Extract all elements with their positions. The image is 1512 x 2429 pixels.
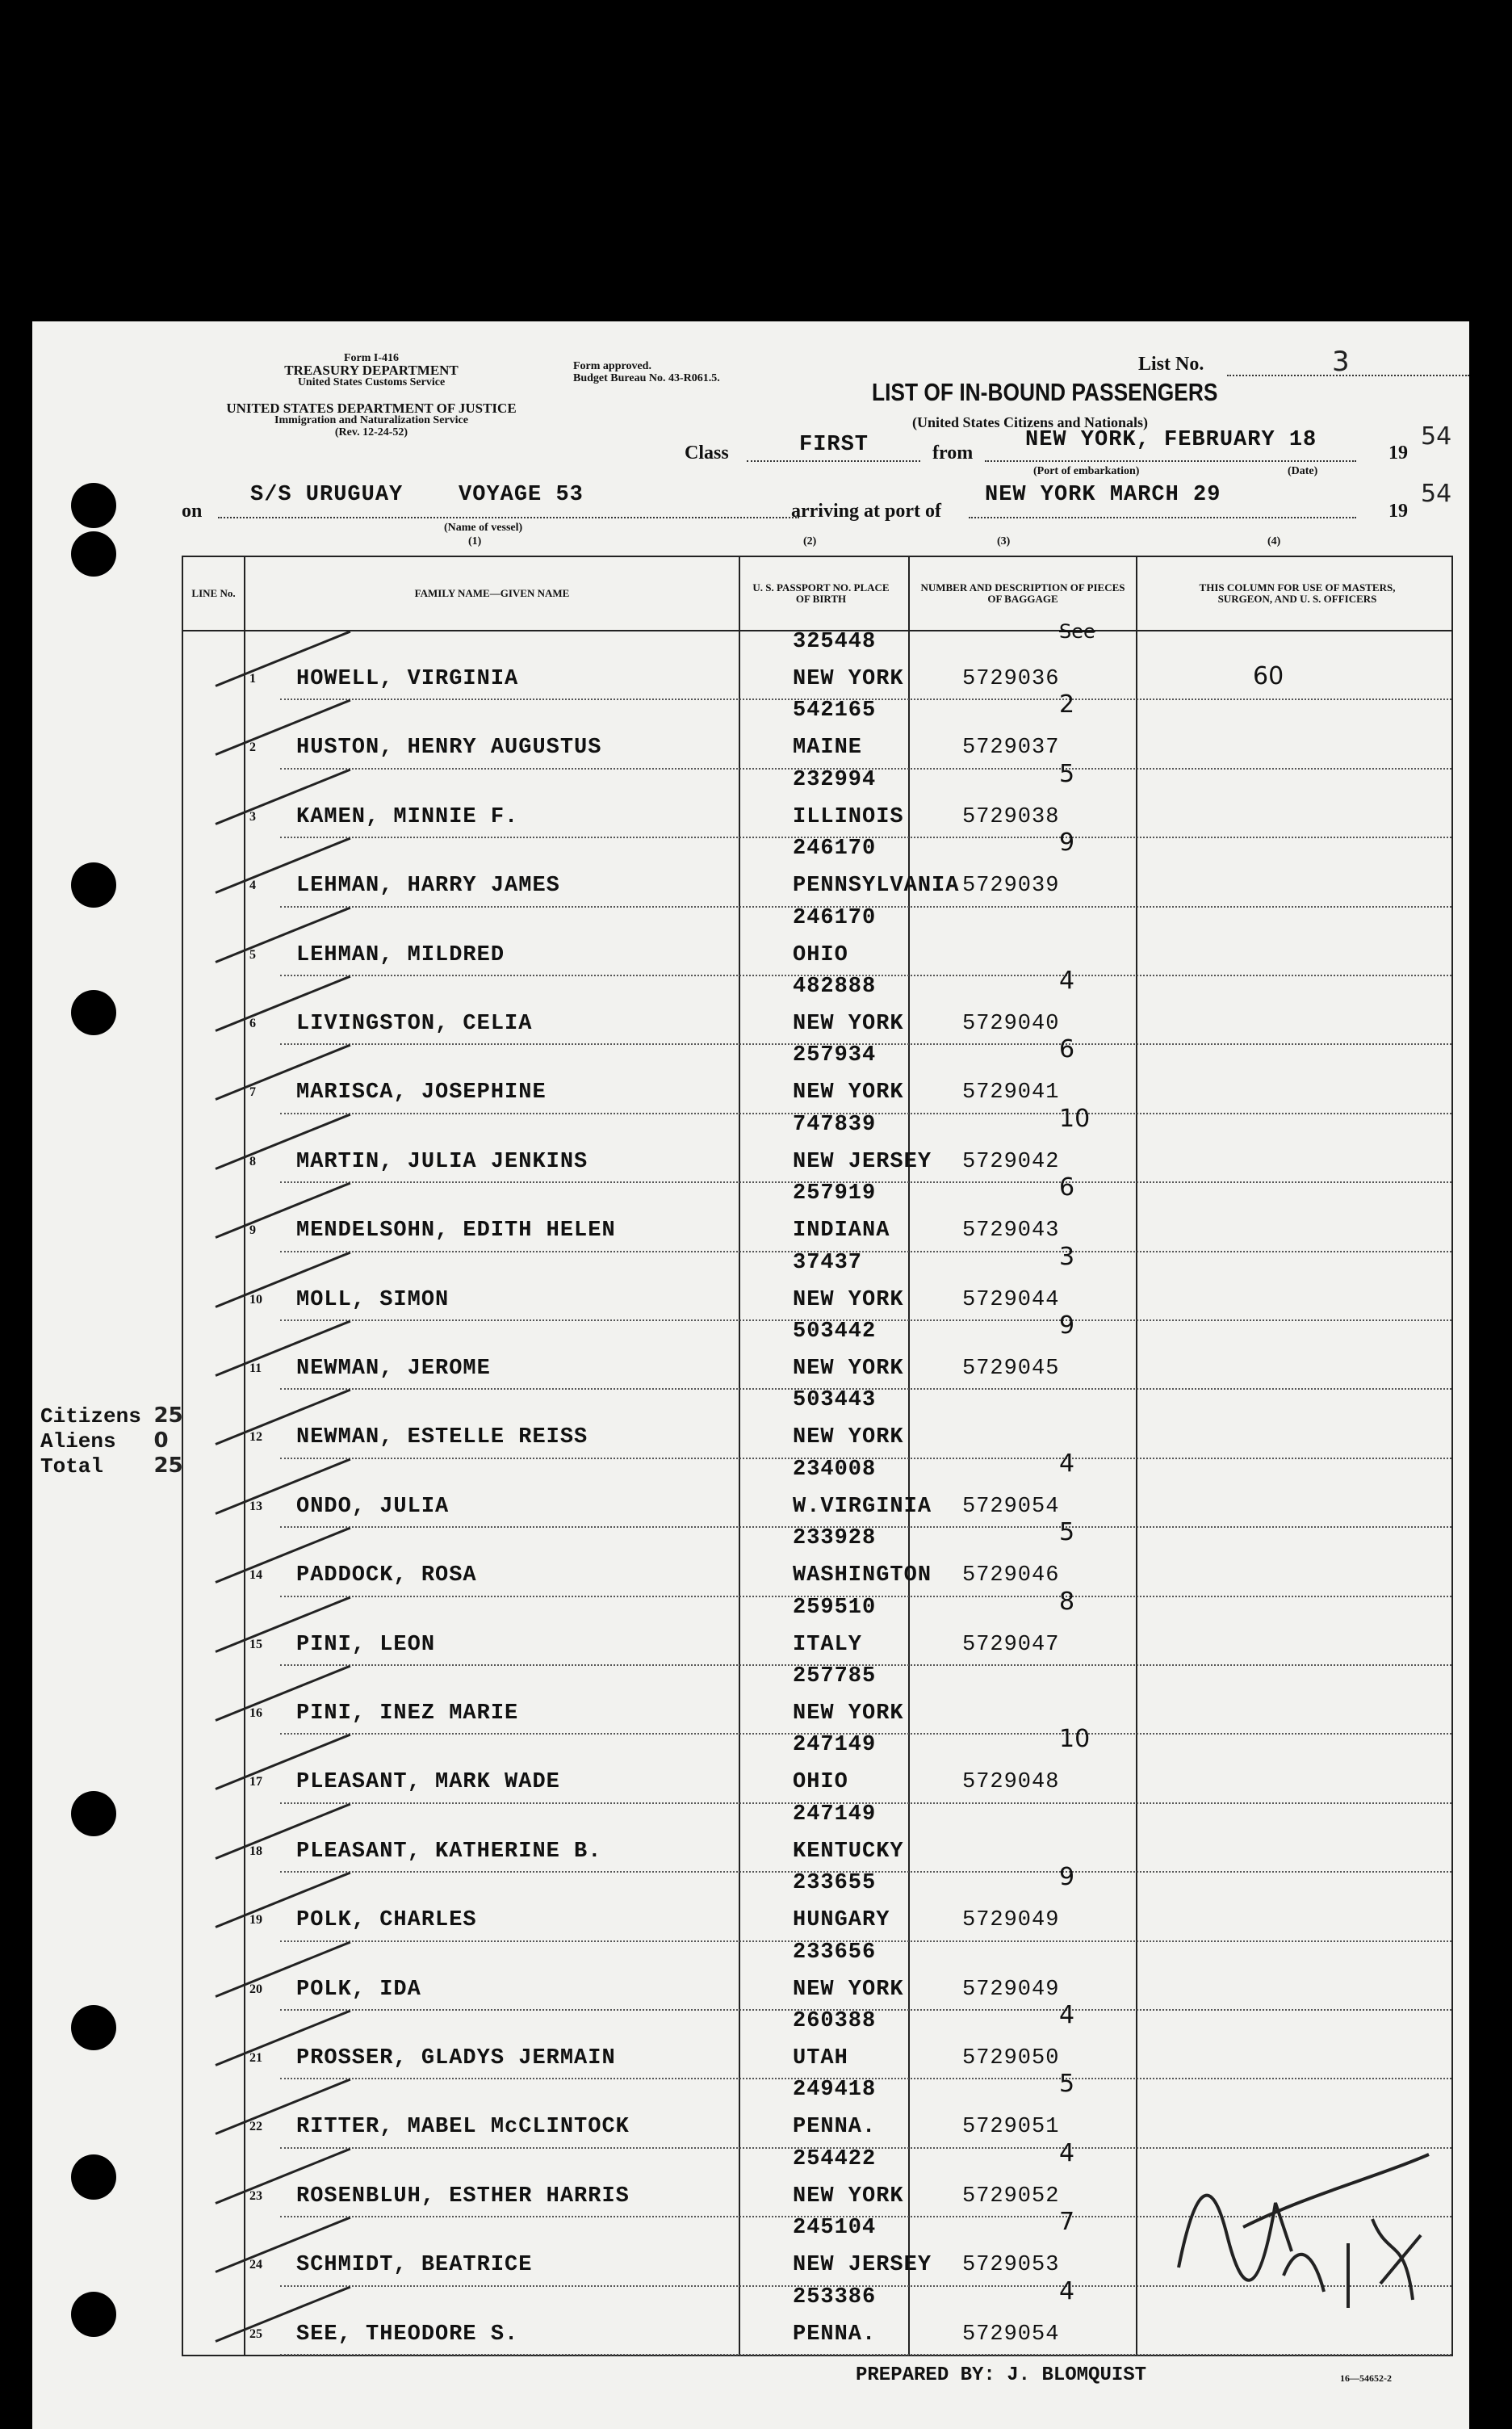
binder-hole — [71, 1791, 116, 1836]
passenger-name: KAMEN, MINNIE F. — [296, 804, 519, 829]
baggage-number: 5729054 — [962, 2322, 1060, 2347]
passenger-name: ROSENBLUH, ESTHER HARRIS — [296, 2184, 630, 2209]
baggage-piece-count: 6 — [1059, 1173, 1075, 1202]
place-of-birth: HUNGARY — [793, 1908, 890, 1933]
header-officers: THIS COLUMN FOR USE OF MASTERS, SURGEON, AND U. S. OFFICERS — [1199, 581, 1396, 605]
binder-hole — [71, 2005, 116, 2050]
citizens-count: 25 — [153, 1403, 183, 1428]
line-number: 7 — [249, 1085, 256, 1100]
baggage-number: 5729045 — [962, 1357, 1060, 1381]
binder-hole — [71, 2154, 116, 2200]
col2-caption: (2) — [803, 535, 817, 547]
passport-number: 482888 — [793, 975, 877, 999]
baggage-piece-count: 9 — [1059, 1863, 1075, 1892]
vessel-line — [218, 517, 799, 518]
passenger-name: NEWMAN, JEROME — [296, 1357, 491, 1381]
line-number: 23 — [249, 2188, 262, 2203]
passenger-name: MARTIN, JULIA JENKINS — [296, 1149, 588, 1174]
line-number: 12 — [249, 1430, 262, 1445]
line-number: 24 — [249, 2258, 262, 2272]
passport-number: 233655 — [793, 1871, 877, 1896]
passenger-name: LEHMAN, MILDRED — [296, 942, 505, 967]
line-number: 13 — [249, 1499, 262, 1513]
list-no-label: List No. — [1138, 354, 1204, 375]
binder-hole — [71, 2292, 116, 2337]
baggage-number: 5729037 — [962, 736, 1060, 761]
list-subtitle: (United States Citizens and Nationals) — [912, 414, 1149, 430]
year-prefix: 19 — [1388, 443, 1408, 464]
passport-number: 247149 — [793, 1802, 877, 1827]
approval-block — [573, 360, 720, 384]
place-of-birth: OHIO — [793, 1770, 848, 1795]
place-of-birth: PENNA. — [793, 2115, 877, 2140]
list-title: LIST OF IN-BOUND PASSENGERS — [872, 378, 1218, 406]
line-number: 21 — [249, 2051, 262, 2065]
budget-bureau: Budget Bureau No. 43-R061.5. — [573, 372, 720, 384]
manifest-sheet — [32, 321, 1469, 2429]
year-value: 54 — [1421, 422, 1452, 451]
baggage-piece-count: 3 — [1059, 1242, 1075, 1271]
place-of-birth: WASHINGTON — [793, 1563, 932, 1588]
place-of-birth: NEW YORK — [793, 1425, 904, 1450]
baggage-piece-count: 9 — [1059, 829, 1075, 858]
class-line — [747, 460, 920, 462]
officer-note: 60 — [1253, 662, 1284, 690]
passenger-name: LIVINGSTON, CELIA — [296, 1012, 533, 1036]
passport-number: 325448 — [793, 630, 877, 654]
passport-number: 247149 — [793, 1733, 877, 1758]
baggage-piece-count: 10 — [1059, 1104, 1091, 1133]
ins-service: Immigration and Naturalization Service — [274, 414, 468, 426]
port-embarkation: NEW YORK, FEBRUARY 18 — [1025, 428, 1317, 452]
date-caption: (Date) — [1288, 465, 1318, 477]
officer-signature — [1162, 2138, 1453, 2332]
baggage-piece-count: 4 — [1059, 967, 1075, 995]
passenger-name: ONDO, JULIA — [296, 1494, 450, 1519]
justice-dept: UNITED STATES DEPARTMENT OF JUSTICE — [226, 401, 517, 416]
passenger-name: HUSTON, HENRY AUGUSTUS — [296, 736, 602, 761]
vessel-caption: (Name of vessel) — [444, 522, 523, 534]
vessel-name: S/S URUGUAY VOYAGE 53 — [250, 483, 584, 507]
baggage-number: 5729036 — [962, 667, 1060, 691]
line-number: 2 — [249, 740, 256, 755]
passport-number: 503442 — [793, 1319, 877, 1344]
baggage-number: 5729044 — [962, 1287, 1060, 1312]
line-number: 11 — [249, 1361, 262, 1375]
passenger-name: RITTER, MABEL McCLINTOCK — [296, 2115, 630, 2140]
form-header-left — [226, 352, 517, 388]
place-of-birth: OHIO — [793, 942, 848, 967]
line-number: 9 — [249, 1223, 256, 1238]
binder-hole — [71, 483, 116, 528]
passport-number: 503443 — [793, 1388, 877, 1413]
passenger-name: LEHMAN, HARRY JAMES — [296, 874, 560, 899]
aliens-count: 0 — [153, 1428, 169, 1453]
baggage-piece-count: 5 — [1059, 759, 1075, 788]
passport-number: 257785 — [793, 1664, 877, 1689]
baggage-number: 5729043 — [962, 1219, 1060, 1244]
place-of-birth: MAINE — [793, 736, 863, 761]
passenger-table — [182, 556, 1453, 2356]
line-number: 3 — [249, 809, 256, 824]
class-label: Class — [685, 443, 729, 464]
year-value-2: 54 — [1421, 480, 1452, 508]
baggage-number: 5729048 — [962, 1770, 1060, 1795]
place-of-birth: NEW YORK — [793, 1080, 904, 1105]
line-number: 19 — [249, 1913, 262, 1928]
line-number: 5 — [249, 947, 256, 962]
passport-number: 233928 — [793, 1526, 877, 1551]
from-label: from — [932, 443, 974, 464]
on-label: on — [182, 501, 203, 522]
form-code: 16—54652-2 — [1340, 2372, 1392, 2384]
passenger-name: SCHMIDT, BEATRICE — [296, 2253, 533, 2278]
port-embark-caption: (Port of embarkation) — [1033, 465, 1140, 477]
baggage-piece-count: 10 — [1059, 1725, 1091, 1754]
passport-number: 542165 — [793, 698, 877, 724]
baggage-number: 5729049 — [962, 1908, 1060, 1933]
binder-hole — [71, 862, 116, 908]
baggage-piece-count: 4 — [1059, 2138, 1075, 2167]
aliens-label: Aliens — [40, 1429, 116, 1454]
form-number: Form I-416 — [343, 352, 400, 364]
baggage-piece-count: 4 — [1059, 1449, 1075, 1478]
place-of-birth: PENNA. — [793, 2322, 877, 2347]
place-of-birth: NEW JERSEY — [793, 1149, 932, 1174]
place-of-birth: ILLINOIS — [793, 804, 904, 829]
prepared-by: PREPARED BY: J. BLOMQUIST — [856, 2364, 1147, 2386]
citizens-label: Citizens — [40, 1404, 141, 1428]
baggage-number: 5729042 — [962, 1149, 1060, 1174]
baggage-piece-count: 4 — [1059, 2276, 1075, 2305]
place-of-birth: ITALY — [793, 1632, 863, 1657]
baggage-see-note: See — [1059, 620, 1095, 643]
passenger-name: NEWMAN, ESTELLE REISS — [296, 1425, 588, 1450]
baggage-number: 5729049 — [962, 1977, 1060, 2002]
passenger-name: MENDELSOHN, EDITH HELEN — [296, 1219, 616, 1244]
row-separator — [280, 1251, 1451, 1252]
arrival-port: NEW YORK MARCH 29 — [985, 483, 1221, 507]
line-number: 18 — [249, 1844, 262, 1858]
total-count: 25 — [153, 1454, 183, 1478]
line-number: 16 — [249, 1706, 262, 1720]
col3-caption: (3) — [997, 535, 1011, 547]
header-passport: U. S. PASSPORT NO. PLACE OF BIRTH — [752, 581, 890, 605]
passport-number: 245104 — [793, 2216, 877, 2241]
baggage-piece-count: 5 — [1059, 2070, 1075, 2099]
passenger-name: HOWELL, VIRGINIA — [296, 667, 519, 691]
baggage-number: 5729051 — [962, 2115, 1060, 2140]
baggage-piece-count: 5 — [1059, 1518, 1075, 1547]
baggage-piece-count: 9 — [1059, 1311, 1075, 1340]
baggage-number: 5729041 — [962, 1080, 1060, 1105]
class-value: FIRST — [799, 433, 869, 457]
place-of-birth: NEW YORK — [793, 667, 904, 691]
col1-caption: (1) — [468, 535, 482, 547]
passport-number: 232994 — [793, 767, 877, 792]
passenger-name: MOLL, SIMON — [296, 1287, 450, 1312]
revision: (Rev. 12-24-52) — [334, 426, 408, 438]
place-of-birth: NEW YORK — [793, 1012, 904, 1036]
baggage-piece-count: 4 — [1059, 2001, 1075, 2029]
passenger-name: PINI, INEZ MARIE — [296, 1701, 519, 1726]
passenger-name: POLK, IDA — [296, 1977, 421, 2002]
line-number: 6 — [249, 1017, 256, 1030]
passenger-name: SEE, THEODORE S. — [296, 2322, 519, 2347]
place-of-birth: INDIANA — [793, 1219, 890, 1244]
passport-number: 234008 — [793, 1457, 877, 1482]
passport-number: 260388 — [793, 2009, 877, 2033]
embark-line — [985, 460, 1356, 462]
list-no-value: 3 — [1332, 346, 1350, 378]
place-of-birth: NEW YORK — [793, 1287, 904, 1312]
baggage-piece-count: 6 — [1059, 1035, 1075, 1064]
binder-hole — [71, 531, 116, 577]
line-number: 8 — [249, 1154, 256, 1168]
baggage-number: 5729047 — [962, 1632, 1060, 1657]
place-of-birth: W.VIRGINIA — [793, 1494, 932, 1519]
line-number: 25 — [249, 2326, 262, 2341]
passport-number: 246170 — [793, 905, 877, 930]
baggage-number: 5729038 — [962, 804, 1060, 829]
passport-number: 233656 — [793, 1940, 877, 1965]
line-number: 14 — [249, 1568, 262, 1583]
passenger-name: POLK, CHARLES — [296, 1908, 477, 1933]
passenger-name: PLEASANT, KATHERINE B. — [296, 1839, 602, 1864]
line-number: 1 — [249, 672, 256, 686]
passport-number: 747839 — [793, 1112, 877, 1137]
line-number: 10 — [249, 1292, 262, 1307]
passenger-name: MARISCA, JOSEPHINE — [296, 1080, 547, 1105]
line-number: 4 — [249, 879, 256, 893]
header-name: FAMILY NAME—GIVEN NAME — [414, 587, 570, 599]
row-separator — [280, 2354, 1451, 2356]
line-number: 15 — [249, 1637, 262, 1651]
total-label: Total — [40, 1454, 104, 1479]
binder-hole — [71, 990, 116, 1035]
place-of-birth: NEW YORK — [793, 1977, 904, 2002]
form-approved: Form approved. — [573, 360, 651, 372]
tally — [40, 1403, 183, 1479]
baggage-piece-count: 7 — [1059, 2208, 1075, 2237]
year-prefix-2: 19 — [1388, 501, 1408, 522]
place-of-birth: NEW JERSEY — [793, 2253, 932, 2278]
passenger-name: PROSSER, GLADYS JERMAIN — [296, 2046, 616, 2070]
baggage-number: 5729052 — [962, 2184, 1060, 2209]
line-number: 22 — [249, 2120, 262, 2134]
passenger-name: PLEASANT, MARK WADE — [296, 1770, 560, 1795]
baggage-number: 5729053 — [962, 2253, 1060, 2278]
baggage-number: 5729050 — [962, 2046, 1060, 2070]
passenger-name: PINI, LEON — [296, 1632, 436, 1657]
justice-block — [170, 402, 573, 438]
baggage-number: 5729054 — [962, 1494, 1060, 1519]
passport-number: 254422 — [793, 2146, 877, 2171]
passport-number: 37437 — [793, 1250, 863, 1275]
passenger-name: PADDOCK, ROSA — [296, 1563, 477, 1588]
passport-number: 246170 — [793, 837, 877, 862]
place-of-birth: KENTUCKY — [793, 1839, 904, 1864]
line-number: 17 — [249, 1775, 262, 1789]
place-of-birth: UTAH — [793, 2046, 848, 2070]
arriving-label: arriving at port of — [791, 501, 941, 522]
place-of-birth: NEW YORK — [793, 1701, 904, 1726]
passport-number: 259510 — [793, 1595, 877, 1620]
place-of-birth: NEW YORK — [793, 1357, 904, 1381]
passport-number: 253386 — [793, 2284, 877, 2309]
customs-service: United States Customs Service — [297, 376, 446, 388]
line-number: 20 — [249, 1982, 262, 1996]
baggage-number: 5729046 — [962, 1563, 1060, 1588]
baggage-piece-count: 8 — [1059, 1587, 1075, 1616]
arrival-line — [969, 517, 1356, 518]
place-of-birth: PENNSYLVANIA — [793, 874, 960, 899]
header-line-no: LINE No. — [191, 587, 236, 599]
place-of-birth: NEW YORK — [793, 2184, 904, 2209]
passport-number: 257919 — [793, 1181, 877, 1206]
col4-caption: (4) — [1267, 535, 1281, 547]
passport-number: 249418 — [793, 2078, 877, 2103]
passport-number: 257934 — [793, 1043, 877, 1068]
baggage-number: 5729039 — [962, 874, 1060, 899]
baggage-piece-count: 2 — [1059, 690, 1075, 719]
header-baggage: NUMBER AND DESCRIPTION OF PIECES OF BAGGAGE — [920, 581, 1125, 605]
baggage-number: 5729040 — [962, 1012, 1060, 1036]
treasury-dept: TREASURY DEPARTMENT — [284, 363, 459, 378]
